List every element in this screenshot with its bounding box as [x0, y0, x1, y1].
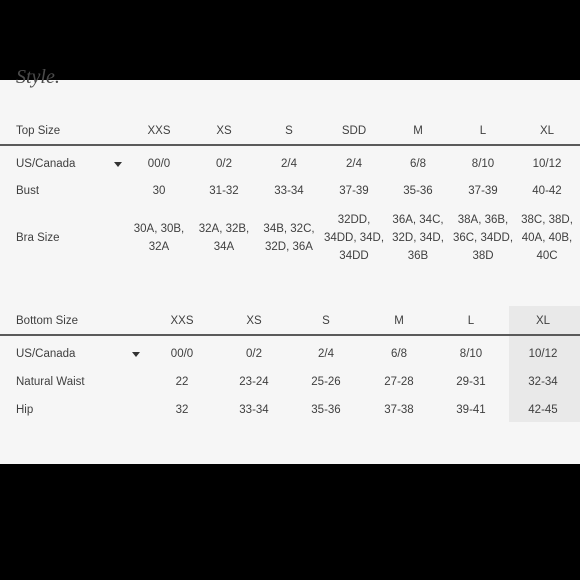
bust-label: Bust	[16, 185, 40, 197]
bottom-region-value: 6/8	[391, 348, 407, 360]
waist-value: 29-31	[456, 376, 486, 388]
waist-value: 25-26	[311, 376, 341, 388]
waist-value: 32-34	[528, 376, 558, 388]
top-region-select[interactable]: US/Canada	[16, 158, 76, 170]
bottom-size-header: M	[394, 315, 404, 327]
bottom-region-select[interactable]: US/Canada	[16, 348, 76, 360]
hip-label: Hip	[16, 404, 34, 416]
top-size-header: XL	[539, 125, 555, 137]
bottom-region-value: 8/10	[459, 348, 483, 360]
bottom-header-rule	[0, 334, 580, 336]
bust-value: 40-42	[532, 185, 562, 197]
waist-value: 27-28	[384, 376, 414, 388]
bra-size-value: 34B, 32C, 32D, 36A	[263, 223, 315, 253]
bra-size-value: 32DD, 34DD, 34D, 34DD	[323, 214, 385, 262]
bra-size-value: 32A, 32B, 34A	[198, 223, 250, 253]
top-header-rule	[0, 144, 580, 146]
bottom-region-value: 2/4	[318, 348, 334, 360]
bust-value: 37-39	[468, 185, 498, 197]
hip-value: 33-34	[239, 404, 269, 416]
top-size-header: XXS	[147, 125, 171, 137]
waist-value: 22	[175, 376, 189, 388]
hip-value: 39-41	[456, 404, 486, 416]
bra-size-label: Bra Size	[16, 232, 60, 244]
top-region-value: 8/10	[471, 158, 495, 170]
bra-size-value: 36A, 34C, 32D, 34D, 36B	[392, 214, 444, 262]
bottom-region-value: 00/0	[170, 348, 194, 360]
top-size-header: SDD	[341, 125, 367, 137]
bottom-size-header: L	[467, 315, 475, 327]
size-chart-panel	[0, 66, 580, 464]
bottom-region-value: 0/2	[246, 348, 262, 360]
top-size-header: XS	[216, 125, 232, 137]
bottom-size-header: S	[322, 315, 330, 327]
top-size-title: Top Size	[16, 125, 61, 137]
bra-size-value: 38C, 38D, 40A, 40B, 40C	[521, 214, 573, 262]
natural-waist-label: Natural Waist	[16, 376, 85, 388]
bust-value: 35-36	[403, 185, 433, 197]
bottom-size-header: XS	[246, 315, 262, 327]
top-region-value: 10/12	[532, 158, 562, 170]
waist-value: 23-24	[239, 376, 269, 388]
hip-value: 42-45	[528, 404, 558, 416]
bottom-size-title: Bottom Size	[16, 315, 78, 327]
bust-value: 33-34	[274, 185, 304, 197]
bra-size-value: 38A, 36B, 36C, 34DD, 38D	[452, 214, 514, 262]
hip-value: 37-38	[384, 404, 414, 416]
bottom-region-value: 10/12	[528, 348, 558, 360]
bust-value: 37-39	[339, 185, 369, 197]
top-region-value: 0/2	[216, 158, 232, 170]
hip-value: 32	[175, 404, 189, 416]
hip-value: 35-36	[311, 404, 341, 416]
top-region-value: 2/4	[346, 158, 362, 170]
bra-size-value: 30A, 30B, 32A	[133, 223, 185, 253]
top-size-header: S	[285, 125, 293, 137]
top-size-header: L	[479, 125, 487, 137]
top-region-value: 6/8	[410, 158, 426, 170]
bust-value: 31-32	[209, 185, 239, 197]
chevron-down-icon[interactable]	[114, 162, 122, 167]
bottom-size-header: XXS	[170, 315, 194, 327]
bust-value: 30	[152, 185, 166, 197]
bottom-size-header: XL	[535, 315, 551, 327]
top-region-value: 2/4	[281, 158, 297, 170]
page-heading: Style.	[16, 66, 60, 88]
top-region-value: 00/0	[147, 158, 171, 170]
chevron-down-icon[interactable]	[132, 352, 140, 357]
top-size-header: M	[413, 125, 423, 137]
